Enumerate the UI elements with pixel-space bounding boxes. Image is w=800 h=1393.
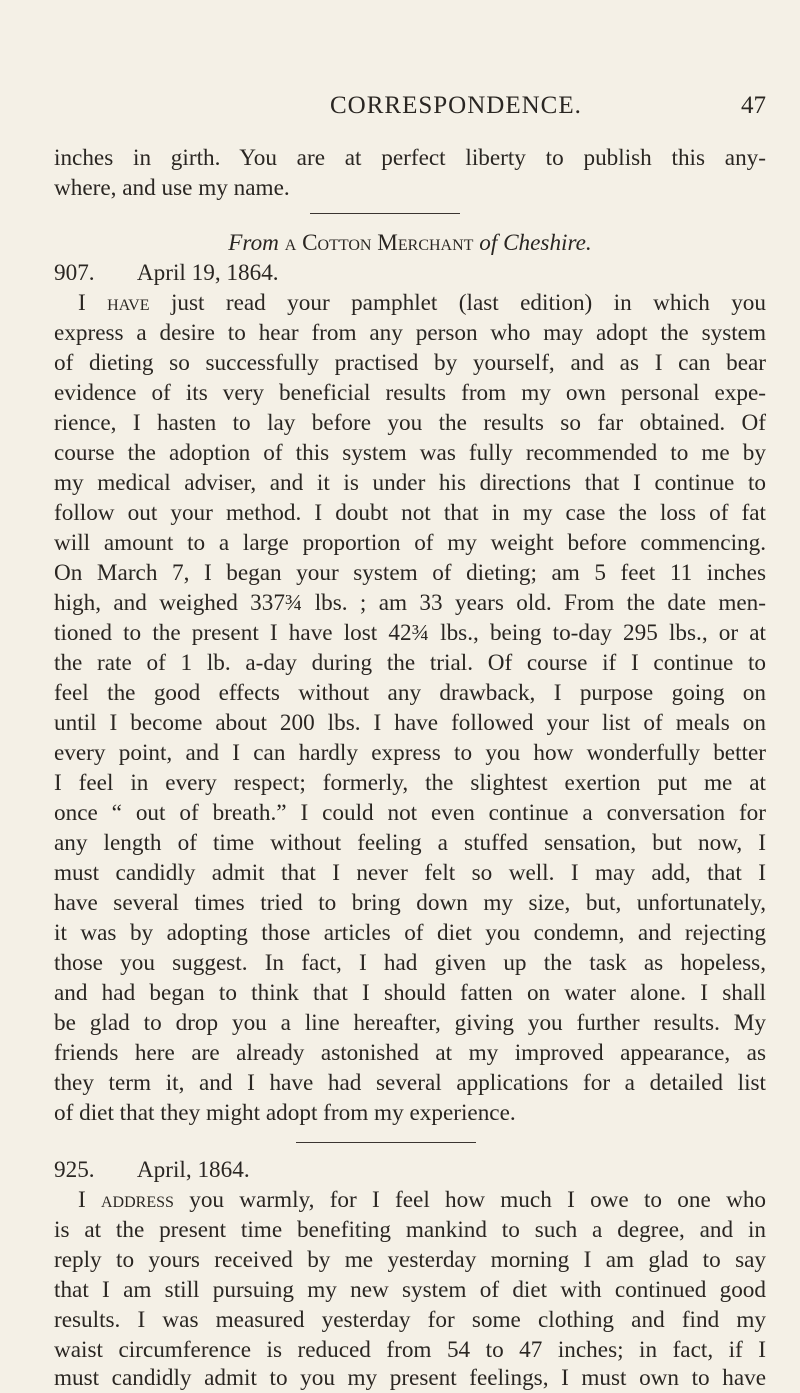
letter-number: 925.: [54, 1157, 95, 1183]
text-line: will amount to a large proportion of my weight before commencing.: [54, 530, 766, 556]
text-line: results. I was measured yesterday for some clothing and find my: [54, 1307, 766, 1333]
page-number: 47: [741, 92, 766, 119]
page-header: [40, 92, 770, 132]
text-line: any length of time without feeling a stuffed sensation, but now, I: [54, 830, 766, 856]
text-line: where, and use my name.: [54, 175, 290, 201]
text-line: evidence of its very beneficial results from my own personal expe-: [54, 380, 766, 406]
text-line: rience, I hasten to lay before you the results so far obtained. Of: [54, 410, 766, 436]
text-line: course the adoption of this system was fully recommended to me by: [54, 440, 766, 466]
text-line: On March 7, I began your system of dieting; am 5 feet 11 inches: [54, 560, 766, 586]
text-line: of diet that they might adopt from my experience.: [54, 1100, 516, 1126]
text-line: is at the present time benefiting mankind to such a degree, and in: [54, 1217, 766, 1243]
text-line: must candidly admit to you my present feelings, I must own to have: [54, 1365, 766, 1391]
text-line: of dieting so successfully practised by yourself, and as I can bear: [54, 350, 766, 376]
letter-dateline: [54, 258, 766, 288]
text-line: my medical adviser, and it is under his directions that I continue to: [54, 470, 766, 496]
text-line: it was by adopting those articles of diet you condemn, and rejecting: [54, 920, 766, 946]
text-line: waist circumference is reduced from 54 to 47 inches; in fact, if I: [54, 1337, 766, 1363]
section-divider: [296, 1142, 476, 1143]
text-line: friends here are already astonished at my improved appearance, as: [54, 1040, 766, 1066]
section-divider: [310, 213, 460, 214]
text-line: once “ out of breath.” I could not even continue a conversation for: [54, 800, 766, 826]
text-line: feel the good effects without any drawback, I purpose going on: [54, 680, 766, 706]
running-head: CORRESPONDENCE.: [330, 92, 582, 119]
text-line: and had began to think that I should fatten on water alone. I shall: [54, 980, 766, 1006]
text-line: reply to yours received by me yesterday morning I am glad to say: [54, 1247, 766, 1273]
text-line: follow out your method. I doubt not that in my case the loss of fat: [54, 500, 766, 526]
text-line: they term it, and I have had several applications for a detailed list: [54, 1070, 766, 1096]
text-line: every point, and I can hardly express to you how wonderfully better: [54, 740, 766, 766]
text-line: the rate of 1 lb. a-day during the trial. Of course if I continue to: [54, 650, 766, 676]
text-line: I feel in every respect; formerly, the slightest exertion put me at: [54, 770, 766, 796]
letter-date: April 19, 1864.: [136, 260, 279, 286]
heading-place: of Cheshire.: [479, 230, 592, 256]
opening-word: I address: [78, 1187, 174, 1213]
heading-article: a: [284, 230, 297, 256]
text-line: those you suggest. In fact, I had given up the task as hopeless,: [54, 950, 766, 976]
heading-from: From: [228, 230, 279, 256]
text-line: I address you warmly, for I feel how much I owe to one who: [78, 1187, 767, 1213]
text-line: must candidly admit that I never felt so well. I may add, that I: [54, 860, 766, 886]
text-line: that I am still pursuing my new system of diet with continued good: [54, 1277, 766, 1303]
text-line: be glad to drop you a line hereafter, giving you further results. My: [54, 1010, 766, 1036]
text-line: high, and weighed 337¾ lbs. ; am 33 years old. From the date men-: [54, 590, 766, 616]
letter-dateline: [54, 1155, 766, 1185]
letter-date: April, 1864.: [136, 1157, 250, 1183]
text-line: tioned to the present I have lost 42¾ lbs., being to-day 295 lbs., or at: [54, 620, 766, 646]
text-line: have several times tried to bring down my size, but, unfortunately,: [54, 890, 766, 916]
text-line: inches in girth. You are at perfect liberty to publish this any-: [54, 145, 766, 171]
opening-word: I have: [78, 290, 150, 316]
text-line: until I become about 200 lbs. I have followed your list of meals on: [54, 710, 766, 736]
text-line: I have just read your pamphlet (last edition) in which you: [78, 290, 766, 316]
text-line: express a desire to hear from any person who may adopt the system: [54, 320, 766, 346]
heading-sender: Cotton Merchant: [302, 230, 474, 256]
letter-number: 907.: [54, 260, 95, 286]
letter-heading: [54, 228, 766, 258]
